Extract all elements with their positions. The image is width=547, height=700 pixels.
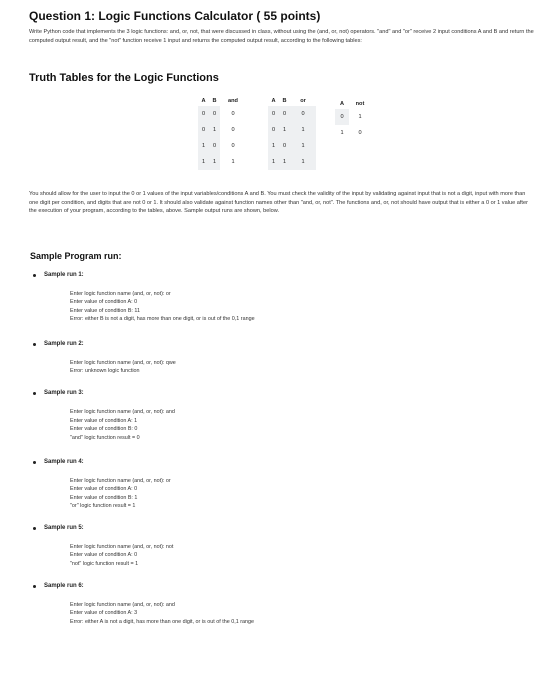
list-item: [33, 270, 533, 324]
run-output: [70, 543, 533, 568]
table-row: [268, 154, 316, 170]
output-line: Enter value of condition A: 1: [70, 417, 138, 424]
table-cell: 1: [279, 154, 290, 170]
instructions-paragraph: You should allow for the user to input the 0 or 1 values of the input variables/conditions A and B. You must check the validity of the input by validating against input that is not a digit, input with more than one digit per condition, and digits that are not 0 or 1. It should also validate against function names other than "and, or, not". The functions and, or, not should have output that is either a 0 or 1 value after the execution of your program, according to the tables, above. Sample output runs are shown, below.: [29, 191, 528, 215]
not-truth-table: [335, 99, 371, 141]
run-output: [70, 477, 533, 511]
output-line: Enter value of condition B: 11: [70, 307, 141, 314]
table-row: [198, 122, 246, 138]
output-line: Error: either B is not a digit, has more than one digit, or is out of the 0,1 range: [70, 316, 255, 323]
table-row: [335, 109, 371, 125]
run-label: Sample run 6:: [44, 582, 84, 589]
sample-program-title: Sample Program run:: [30, 251, 122, 261]
output-line: Enter logic function name (and, or, not): not: [70, 543, 174, 550]
output-line: Enter value of condition A: 0: [70, 486, 138, 493]
output-line: Enter logic function name (and, or, not): or: [70, 291, 171, 297]
output-line: "or" logic function result = 1: [70, 503, 136, 510]
table-row: [268, 138, 316, 154]
output-line: Enter logic function name (and, or, not): or: [70, 478, 171, 485]
instructions-block: [29, 190, 534, 216]
table-cell: 0: [231, 143, 235, 149]
run-label: Sample run 4:: [44, 459, 84, 466]
list-item: [33, 388, 533, 442]
or-truth-table: [268, 96, 316, 170]
table-cell: 1: [290, 154, 316, 170]
table-cell: 0: [290, 106, 316, 122]
table-cell: 1: [290, 138, 316, 154]
and-truth-table: [198, 96, 246, 170]
list-item: [33, 523, 533, 568]
table-cell: 0: [358, 130, 362, 136]
table-cell: 0: [268, 106, 279, 122]
table-cell: 0: [268, 122, 279, 138]
table-header: A: [201, 98, 206, 104]
table-header: A: [271, 98, 276, 104]
table-header: not: [355, 101, 365, 107]
table-cell: 0: [279, 106, 290, 122]
bullet-icon: [33, 343, 36, 346]
run-label: Sample run 2:: [44, 340, 84, 347]
run-label: Sample run 3:: [44, 390, 84, 397]
intro-paragraph: Write Python code that implements the 3 logic functions: and, or, not, that were discussed in class, without using the (and, or, not) operators. "and" and "or" receive 2 input conditions A and B and return the computed output result, and the "not" function receive 1 input and returns the computed output result, according to the following tables:: [29, 29, 534, 44]
table-row: [268, 122, 316, 138]
bullet-icon: [33, 274, 36, 277]
table-cell: 1: [268, 154, 279, 170]
table-row: [268, 106, 316, 122]
table-cell: 1: [198, 138, 209, 154]
output-line: Enter value of condition B: 1: [70, 494, 138, 501]
table-cell: 0: [231, 111, 235, 117]
table-cell: 0: [198, 122, 209, 138]
table-cell: 1: [209, 154, 220, 170]
table-header: or: [300, 98, 306, 104]
table-row: [198, 154, 246, 170]
run-label: Sample run 1:: [44, 272, 84, 278]
run-output: [70, 408, 533, 442]
table-cell: 1: [268, 138, 279, 154]
output-line: Error: unknown logic function: [70, 368, 140, 375]
list-item: [33, 457, 533, 511]
output-line: Enter value of condition A: 3: [70, 610, 138, 617]
list-item: [33, 339, 533, 376]
table-cell: 1: [290, 122, 316, 138]
output-line: "not" logic function result = 1: [70, 560, 139, 567]
table-cell: 0: [279, 138, 290, 154]
table-cell: 1: [279, 122, 290, 138]
table-cell: 0: [209, 106, 220, 122]
output-line: Enter logic function name (and, or, not): and: [70, 409, 175, 416]
table-row: [198, 138, 246, 154]
table-row: [335, 125, 371, 141]
output-line: Error: either A is not a digit, has more than one digit, or is out of the 0,1 range: [70, 618, 254, 625]
table-cell: 1: [198, 154, 209, 170]
sample-runs-list: [33, 270, 533, 626]
table-header: B: [282, 98, 287, 104]
output-line: Enter value of condition A: 0: [70, 299, 138, 306]
table-cell: 1: [231, 159, 235, 165]
output-line: Enter logic function name (and, or, not): qwe: [70, 359, 176, 366]
output-line: "and" logic function result = 0: [70, 434, 140, 441]
table-cell: 0: [198, 106, 209, 122]
table-cell: 0: [231, 127, 235, 133]
output-line: Enter value of condition A: 0: [70, 552, 138, 559]
table-header: B: [212, 98, 217, 104]
output-line: Enter value of condition B: 0: [70, 426, 138, 433]
table-header: and: [228, 98, 238, 104]
run-output: [70, 290, 533, 324]
question-intro: [29, 28, 534, 45]
bullet-icon: [33, 461, 36, 464]
table-cell: 0: [209, 138, 220, 154]
run-label: Sample run 5:: [44, 524, 84, 531]
table-cell: 1: [209, 122, 220, 138]
bullet-icon: [33, 527, 36, 530]
run-output: [70, 359, 533, 376]
question-title: Question 1: Logic Functions Calculator ( 55 points): [29, 9, 321, 23]
list-item: [33, 581, 533, 626]
bullet-icon: [33, 392, 36, 395]
run-output: [70, 601, 533, 626]
table-cell: 1: [358, 114, 362, 120]
table-cell: 1: [340, 130, 344, 136]
bullet-icon: [33, 585, 36, 588]
table-header: A: [339, 101, 345, 107]
truth-tables-title: Truth Tables for the Logic Functions: [29, 72, 219, 84]
output-line: Enter logic function name (and, or, not): and: [70, 601, 175, 608]
table-row: [198, 106, 246, 122]
table-cell: 0: [335, 109, 349, 125]
